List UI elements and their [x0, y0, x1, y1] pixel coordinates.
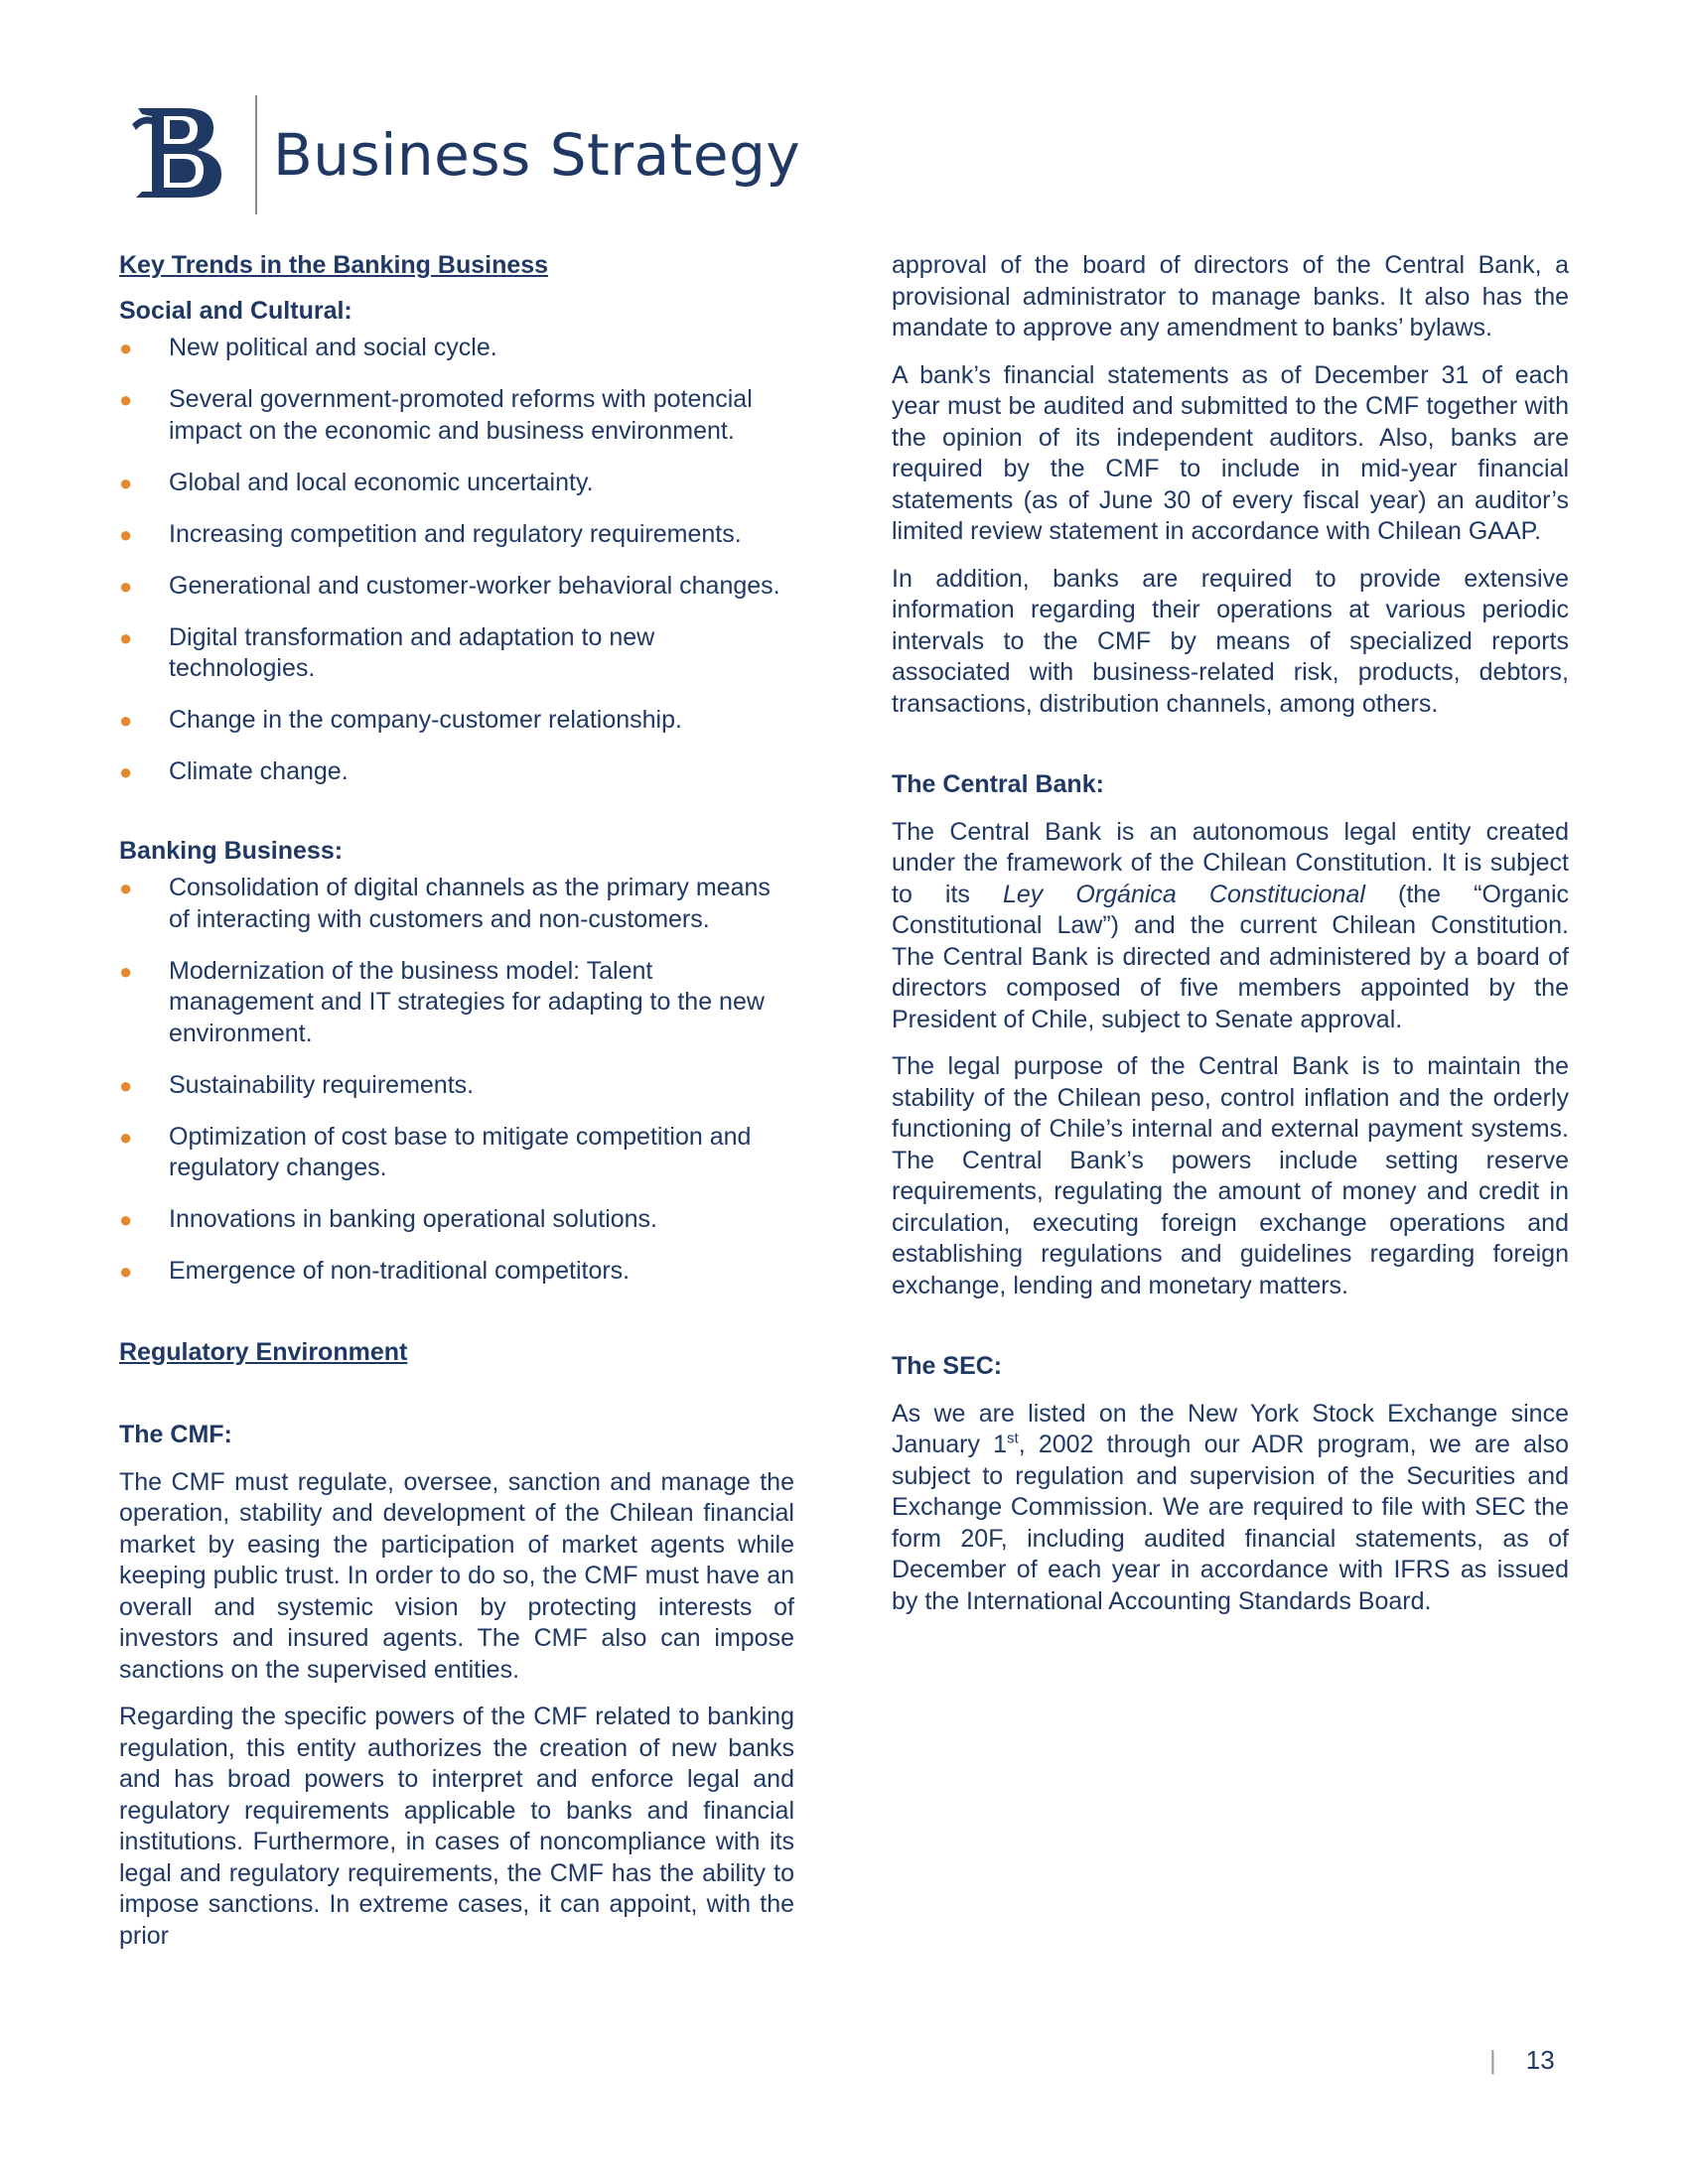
page-number: [1489, 2045, 1555, 2076]
right-column: [892, 250, 1569, 1617]
list-item: ● Climate change.: [119, 756, 794, 788]
banking-business-heading: Banking Business:: [119, 836, 344, 865]
list-item: ● Innovations in banking operational solutions.: [119, 1204, 794, 1236]
social-cultural-heading: Social and Cultural:: [119, 296, 352, 325]
banking-business-list: [119, 873, 794, 1288]
left-column: [119, 250, 794, 1952]
bullet-icon: ●: [119, 1207, 133, 1232]
central-bank-heading: The Central Bank:: [892, 770, 1104, 798]
bullet-icon: ●: [119, 1072, 133, 1098]
list-item: ● New political and social cycle.: [119, 333, 794, 364]
bullet-icon: ●: [119, 876, 133, 900]
bullet-icon: ●: [119, 1124, 133, 1150]
list-item: ● Optimization of cost base to mitigate competition and regulatory changes.: [119, 1122, 752, 1181]
list-item: ● Increasing competition and regulatory requirements.: [119, 519, 794, 551]
list-item: ● Sustainability requirements.: [119, 1070, 794, 1102]
page-number-value: 13: [1525, 2045, 1555, 2075]
cmf-paragraph-continued: approval of the board of directors of the Central Bank, a provisional administrator to manage banks. It also has the mandate to approve any amendment to banks’ bylaws.: [892, 251, 1569, 341]
bullet-icon: ●: [119, 759, 133, 784]
central-bank-paragraph-2: The legal purpose of the Central Bank is to maintain the stability of the Chilean peso, control inflation and the orderly functioning of Chile’s internal and external payment systems. The Central Bank’s powers include setting reserve requirements, regulating the amount of money and credit in circulation, executing foreign exchange operations and establishing regulations and guidelines regarding foreign exchange, lending and monetary matters.: [892, 1052, 1569, 1299]
cmf-paragraph-4: In addition, banks are required to provide extensive information regarding their operations at various periodic intervals to the CMF by means of specialized reports associated with business-related risk, products, debtors, transactions, distribution channels, among others.: [892, 564, 1569, 718]
bullet-icon: ●: [119, 336, 133, 360]
page-number-separator: |: [1489, 2045, 1496, 2075]
list-item: ● Change in the company-customer relationship.: [119, 705, 794, 737]
sec-heading: The SEC:: [892, 1352, 1003, 1380]
bullet-icon: ●: [119, 521, 133, 547]
bullet-icon: ●: [119, 387, 133, 412]
bullet-icon: ●: [119, 470, 133, 495]
list-item: ● Several government-promoted reforms with potencial impact on the economic and business environment.: [119, 385, 753, 445]
bullet-icon: ●: [119, 958, 133, 984]
sec-paragraph: As we are listed on the New York Stock Exchange since January 1st, 2002 through our ADR program, we are also subject to regulation and supervision of the Securities and Exchange Commission. We are required to file with SEC the form 20F, including audited financial statements, as of December of each year in accordance with IFRS as issued by the International Accounting Standards Board.: [892, 1399, 1569, 1615]
bullet-icon: ●: [119, 624, 133, 650]
central-bank-paragraph-1: The Central Bank is an autonomous legal entity created under the framework of the Chilean Constitution. It is subject to its Ley Orgánica Constitucional (the “Organic Constitutional Law”) and the current Chilean Constitution. The Central Bank is directed and administered by a board of directors composed of five members appointed by the President of Chile, subject to Senate approval.: [892, 817, 1569, 1033]
cmf-paragraph-1: The CMF must regulate, oversee, sanction and manage the operation, stability and development of the Chilean financial market by easing the participation of market agents while keeping public trust. In order to do so, the CMF must have an overall and systemic vision by protecting interests of investors and insured agents. The CMF also can impose sanctions on the supervised entities.: [119, 1467, 794, 1684]
list-item: ● Digital transformation and adaptation to new technologies.: [119, 622, 655, 682]
page-title: Business Strategy: [273, 121, 801, 189]
list-item: ● Modernization of the business model: Talent management and IT strategies for adapting to the new environment.: [119, 956, 765, 1047]
bank-monogram-logo: [132, 104, 223, 202]
list-item: ● Global and local economic uncertainty.: [119, 468, 794, 499]
cmf-paragraph-2: Regarding the specific powers of the CMF related to banking regulation, this entity authorizes the creation of new banks and has broad powers to interpret and enforce legal and regulatory requirements applicable to banks and financial institutions. Furthermore, in cases of noncompliance with its legal and regulatory requirements, the CMF has the ability to impose sanctions. In extreme cases, it can appoint, with the prior: [119, 1703, 794, 1950]
list-item: ● Generational and customer-worker behavioral changes.: [119, 571, 794, 603]
list-item: ● Emergence of non-traditional competitors.: [119, 1256, 794, 1288]
title-divider: [255, 95, 257, 214]
cmf-paragraph-3: A bank’s financial statements as of December 31 of each year must be audited and submitted to the CMF together with the opinion of its independent auditors. Also, banks are required by the CMF to include in mid-year financial statements (as of June 30 of every fiscal year) an auditor’s limited review statement in accordance with Chilean GAAP.: [892, 360, 1569, 545]
bullet-icon: ●: [119, 1259, 133, 1284]
list-item: ● Consolidation of digital channels as the primary means of interacting with customers and non-customers.: [119, 874, 771, 933]
bullet-icon: ●: [119, 708, 133, 733]
cmf-heading: The CMF:: [119, 1421, 232, 1448]
section-title-key-trends: Key Trends in the Banking Business: [119, 251, 549, 279]
section-title-regulatory: Regulatory Environment: [119, 1337, 408, 1366]
bullet-icon: ●: [119, 573, 133, 599]
social-cultural-list: [119, 333, 794, 788]
